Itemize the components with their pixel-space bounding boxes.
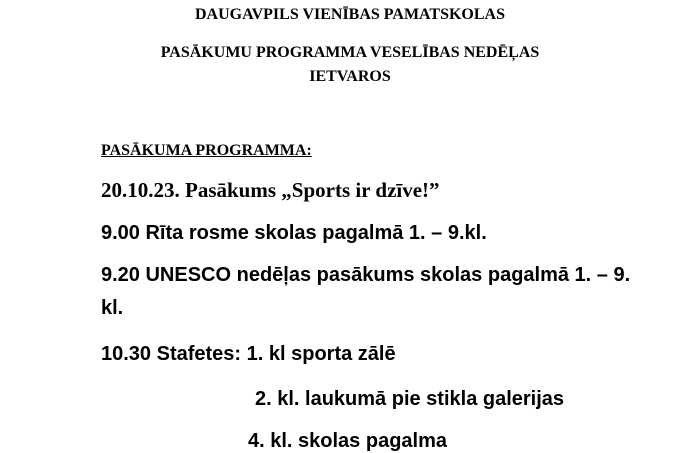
program-item: 4. kl. skolas pagalma — [248, 430, 447, 452]
school-name: DAUGAVPILS VIENĪBAS PAMATSKOLAS — [195, 6, 505, 23]
program-item: 9.00 Rīta rosme skolas pagalmā 1. – 9.kl. — [101, 222, 487, 244]
event-title: 20.10.23. Pasākums „Sports ir dzīve!” — [101, 178, 440, 202]
program-heading: PASĀKUMA PROGRAMMA: — [101, 142, 312, 159]
program-item: 9.20 UNESCO nedēļas pasākums skolas pagalmā 1. – 9. — [101, 264, 631, 286]
program-item-continuation: kl. — [101, 297, 124, 319]
document-title-line-2: IETVAROS — [309, 68, 391, 85]
document-title-line-1: PASĀKUMU PROGRAMMA VESELĪBAS NEDĒĻAS — [160, 44, 540, 61]
program-item: 10.30 Stafetes: 1. kl sporta zālē — [101, 343, 396, 365]
program-item: 2. kl. laukumā pie stikla galerijas — [255, 388, 565, 410]
